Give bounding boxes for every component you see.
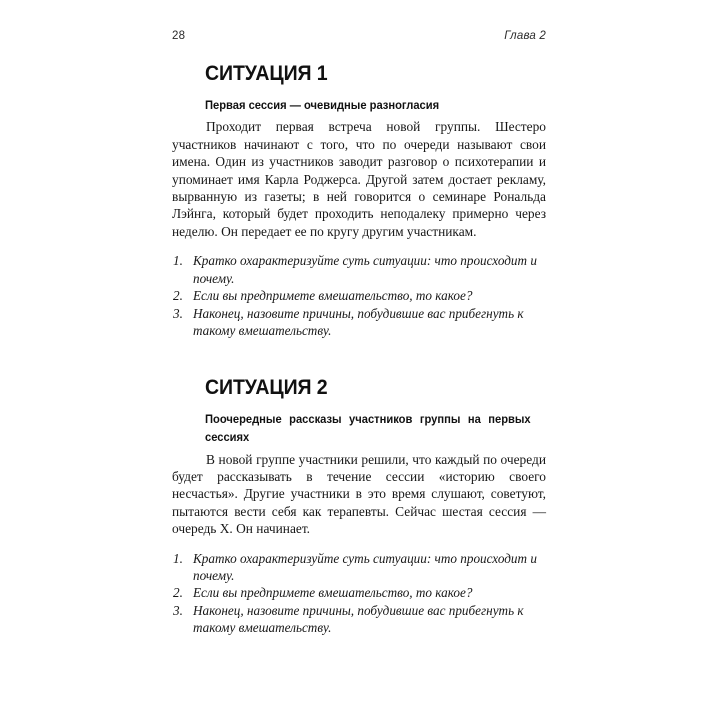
list-item-text: Кратко охарактеризуйте суть ситуации: что происходит и почему. [193,550,537,583]
situation-section-2 [172,377,546,636]
list-item-text: Если вы предпримете вмешательство, то какое? [193,585,473,601]
list-item-number: 1. [173,253,183,269]
list-item-text: Кратко охарактеризуйте суть ситуации: что происходит и почему. [193,253,537,286]
list-item-number: 3. [173,603,183,619]
situation-1-paragraph: Проходит первая встреча новой группы. Шестеро участников начинают с того, что по очереди называют свои имена. Один из участников заводит разговор о психотерапии и упоминает имя Карла Роджерса. Другой затем достает рекламу, вырванную из газеты; в ней говорится о семинаре Рональда Лэйнга, который будет проходить неподалеку примерно через неделю. Он передает ее по кругу другим участникам. [172,119,546,239]
situation-1-body [172,118,546,339]
list-item-number: 2. [173,288,183,304]
situation-1-subtitle: Первая сессия — очевидные разногласия [205,98,440,112]
list-item-text: Наконец, назовите причины, побудившие вас прибегнуть к такому вмешательству. [193,603,524,636]
list-item-number: 1. [173,550,183,566]
situation-1-title: СИТУАЦИЯ 1 [205,62,328,85]
situation-2-body [172,451,546,637]
situation-2-subtitle: Поочередные рассказы участников группы на первых сессиях [205,412,531,444]
list-item [172,584,546,601]
situation-2-paragraph: В новой группе участники решили, что каждый по очереди будет рассказывать в течение сессии «историю своего несчастья». Другие участники в это время слушают, советуют, пытаются вести себя как терапевты. Сейчас шестая сессия — очередь Х. Он начинает. [172,451,546,537]
page-content-column [172,30,546,637]
list-item [172,602,546,636]
list-item [172,550,546,584]
list-item-text: Наконец, назовите причины, побудившие вас прибегнуть к такому вмешательству. [193,305,524,339]
list-item-text: Если вы предпримете вмешательство, то какое? [193,288,473,304]
list-item-number: 3. [173,305,183,321]
list-item [172,305,546,339]
situation-1-question-list [172,252,546,339]
situation-section-1 [172,63,546,339]
chapter-label: Глава 2 [504,30,546,42]
situation-2-question-list [172,550,546,637]
page-number: 28 [172,30,186,42]
list-item [172,252,546,286]
list-item-number: 2. [173,585,183,601]
situation-2-title: СИТУАЦИЯ 2 [205,376,328,400]
running-head [172,30,546,42]
list-item [172,287,546,304]
